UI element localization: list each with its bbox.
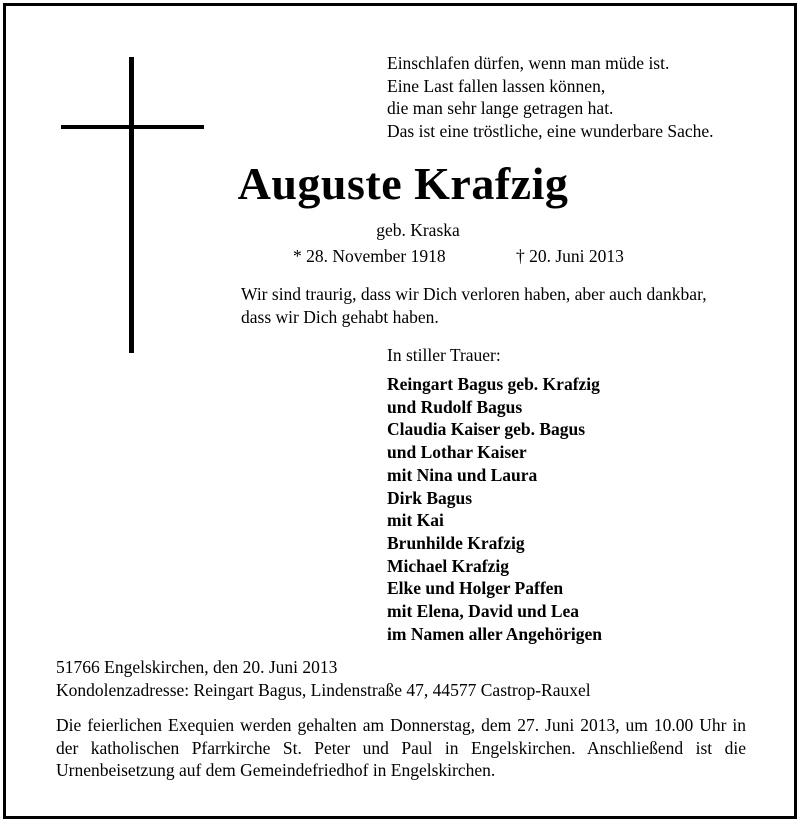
poem-line: Das ist eine tröstliche, eine wunderbare Sache. [387, 120, 714, 141]
place-date: 51766 Engelskirchen, den 20. Juni 2013 [56, 657, 338, 677]
mourner: Dirk Bagus [387, 487, 473, 508]
place-and-address [56, 656, 591, 701]
poem-line: Einschlafen dürfen, wenn man müde ist. [387, 53, 670, 73]
poem-line: die man sehr lange getragen hat. [387, 98, 614, 118]
condolence-address: Kondolenzadresse: Reingart Bagus, Lindenstraße 47, 44577 Castrop-Rauxel [56, 679, 591, 700]
mourner: und Lothar Kaiser [387, 442, 527, 463]
mourner: Michael Krafzig [387, 555, 509, 576]
birth-date: * 28. November 1918 [293, 246, 446, 266]
birth-name: geb. Kraska [376, 220, 460, 240]
poem [387, 52, 714, 142]
mourners-list [387, 373, 602, 645]
mourner: und Rudolf Bagus [387, 396, 523, 417]
mourner: mit Kai [387, 510, 444, 531]
poem-line: Eine Last fallen lassen können, [387, 75, 606, 96]
mourner: Brunhilde Krafzig [387, 532, 525, 553]
mourning-line: Wir sind traurig, dass wir Dich verloren haben, aber auch dankbar, [241, 284, 707, 304]
mourner: im Namen aller Angehörigen [387, 623, 603, 644]
mourning-line: dass wir Dich gehabt haben. [241, 306, 439, 327]
deceased-name: Auguste Krafzig [237, 158, 569, 209]
obituary-notice [3, 3, 797, 819]
mourner: Elke und Holger Paffen [387, 578, 564, 599]
mourner: Reingart Bagus geb. Krafzig [387, 374, 600, 394]
mourner: mit Elena, David und Lea [387, 601, 580, 622]
death-date: † 20. Juni 2013 [516, 246, 624, 266]
service-info: Die feierlichen Exequien werden gehalten am Donnerstag, dem 27. Juni 2013, um 10.00 Uhr in der katholischen Pfarrkirche St. Peter und Paul in Engelskirchen. Anschließend ist die Urnenbeisetzung auf dem Gemeindefriedhof in Engelskirchen. [56, 715, 746, 780]
in-silent-grief: In stiller Trauer: [387, 345, 501, 365]
mourning-text [241, 283, 707, 328]
mourner: mit Nina und Laura [387, 464, 538, 485]
mourner: Claudia Kaiser geb. Bagus [387, 419, 586, 440]
